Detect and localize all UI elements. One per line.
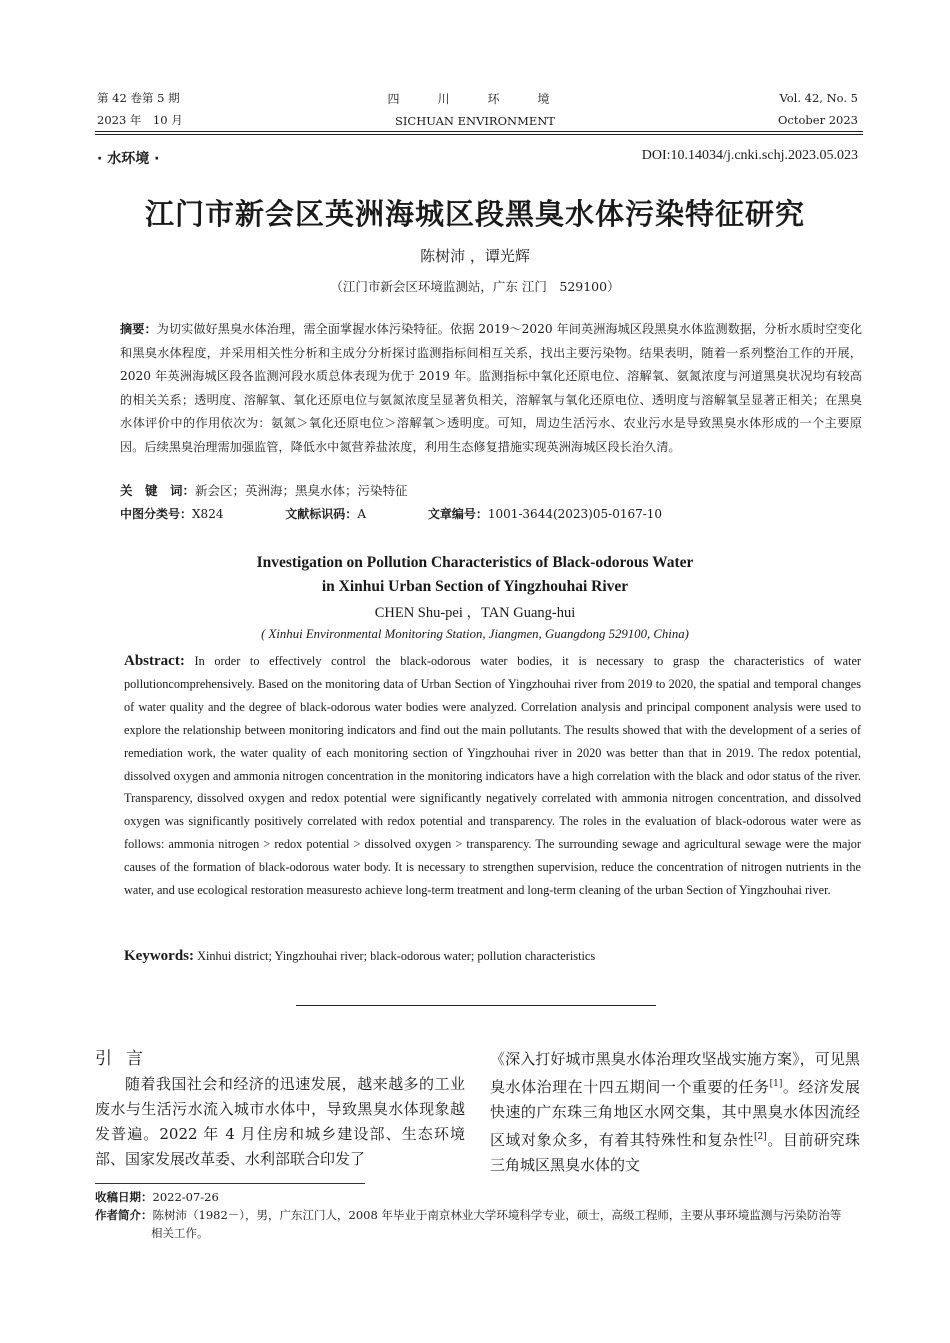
date-cn: 2023 年 10 月	[97, 112, 183, 127]
header-right	[778, 88, 858, 132]
volume-en: Vol. 42, No. 5	[779, 91, 858, 105]
paper-title-cn: 江门市新会区英洲海城区段黑臭水体污染特征研究	[144, 197, 805, 231]
document-code: 文献标识码：A	[285, 507, 366, 521]
keywords-cn-label: 关 键 词：	[120, 483, 196, 498]
intro-text-right-a: 《深入打好城市黑臭水体治理攻坚战实施方案》，可见黑臭水体治理在十四五期间一个重要的任务	[490, 1050, 860, 1096]
journal-name-cn: 四 川 环 境	[387, 92, 563, 106]
keywords-cn	[120, 481, 408, 499]
section-heading-intro: 引言	[95, 1049, 157, 1069]
authors-cn: 陈树沛 ，谭光辉	[420, 247, 530, 265]
body-column-right	[490, 1047, 860, 1178]
keywords-en-label: Keywords	[124, 948, 189, 964]
abstract-separator	[296, 1005, 656, 1006]
classification-row	[120, 505, 720, 522]
header-rule-bottom	[95, 134, 863, 135]
received-date: 收稿日期：2022-07-26	[95, 1190, 219, 1204]
footnote	[95, 1188, 865, 1242]
intro-paragraph-left: 随着我国社会和经济的迅速发展，越来越多的工业废水与生活污水流入城市水体中，导致黑臭水体现象越发普遍。2022 年 4 月住房和城乡建设部、生态环境部、国家发展改革委、水利部联合印发了	[95, 1075, 465, 1168]
citation-2[interactable]: [2]	[754, 1132, 767, 1142]
body-column-left	[95, 1047, 465, 1172]
citation-1[interactable]: [1]	[769, 1079, 783, 1089]
abstract-cn-text: 为切实做好黑臭水体治理，需全面掌握水体污染特征。依据 2019～2020 年间英洲海城区段黑臭水体监测数据，分析水质时空变化和黑臭水体程度，并采用相关性分析和主成分分析探讨监测指标间相互关系，找出主要污染物。结果表明，随着一系列整治工作的开展，2020 年英洲海城区段各监测河段水质总体表现为优于 2019 年。监测指标中氧化还原电位、溶解氧、氨氮浓度与河道黑臭状况均有较高的相关关系；透明度、溶解氧、氧化还原电位与氨氮浓度呈显著负相关，溶解氧与氧化还原电位、透明度与溶解氧呈显著正相关；在黑臭水体评价中的作用依次为：氨氮＞氧化还原电位＞溶解氧＞透明度。可知，周边生活污水、农业污水是导致黑臭水体形成的一个主要原因。后续黑臭治理需加强监管，降低水中氮营养盐浓度，利用生态修复措施实现英洲海城区段长治久清。	[120, 322, 863, 454]
keywords-en-text: Xinhui district; Yingzhouhai river; black-odorous water; pollution characteristics	[197, 949, 596, 963]
keywords-cn-text: 新会区；英洲海；黑臭水体；污染特征	[195, 483, 408, 498]
header-rule-top	[95, 131, 863, 132]
keywords-en: Keywords: Xinhui district; Yingzhouhai river; black-odorous water; pollution characteristics	[124, 948, 596, 964]
abstract-en: Abstract: In order to effectively control the black-odorous water bodies, it is necessary to grasp the characteristics of water pollutioncomprehensively. Based on the monitoring data of Urban Section of Yingzhouhai river from 2019 to 2020, the spatial and temporal changes of water quality and the degree of black-odorous water bodies were analyzed. Correlation analysis and principal component analysis were used to explore the relationship between monitoring indicators and find out the main pollutants. The results showed that with the development of a series of remediation work, the water quality of each monitoring section of Yingzhouhai river in 2020 was better than that in 2019. The redox potential, dissolved oxygen and ammonia nitrogen concentration in the monitoring indicators have a high correlation with the black and odor status of the river. Transparency, dissolved oxygen and redox potential were significantly negatively correlated with ammonia nitrogen concentration, and dissolved oxygen was significantly positively correlated with redox potential and transparency. The roles in the evaluation of black-odorous water were as follows: ammonia nitrogen > redox potential > dissolved oxygen > transparency. The surrounding sewage and agricultural sewage were the major causes of the formation of black-odorous water body. It is necessary to strengthen supervision, reduce the concentration of nitrogen nutrients in the water, and use ecological restoration measuresto achieve long-term treatment and long-term cleaning of the urban Section of Yingzhouhai river.	[124, 653, 861, 898]
paper-title-en-line2: in Xinhui Urban Section of Yingzhouhai River	[321, 578, 629, 595]
article-number: 文章编号：1001-3644(2023)05-0167-10	[427, 507, 663, 521]
clc-number: 中图分类号：X824	[120, 507, 224, 521]
author-bio: 作者简介：陈树沛（1982－），男，广东江门人，2008 年毕业于南京林业大学环境科学专业，硕士，高级工程师，主要从事环境监测与污染防治等	[95, 1208, 842, 1222]
footnote-rule	[95, 1183, 365, 1184]
section-label: · 水环境 ·	[97, 151, 160, 167]
paper-title-en	[0, 551, 950, 599]
intro-text-right-c: 。目前研究珠三角城区黑臭水体的文	[490, 1131, 860, 1174]
abstract-en-text: In order to effectively control the black-odorous water bodies, it is necessary to grasp the characteristics of water pollutioncomprehensively. Based on the monitoring data of Urban Section of Yingzhouhai river from 2019 to 2020, the spatial and temporal changes of water quality and the degree of black-odorous water bodies were analyzed. Correlation analysis and principal component analysis were used to explore the relationship between monitoring indicators and find out the main pollutants. The results showed that with the development of a series of remediation work, the water quality of each monitoring section of Yingzhouhai river in 2020 was better than that in 2019. The redox potential, dissolved oxygen and ammonia nitrogen concentration in the monitoring indicators have a high correlation with the black and odor status of the river. Transparency, dissolved oxygen and redox potential were significantly negatively correlated with ammonia nitrogen concentration, and dissolved oxygen was significantly positively correlated with redox potential and transparency. The roles in the evaluation of black-odorous water were as follows: ammonia nitrogen > redox potential > dissolved oxygen > transparency. The surrounding sewage and agricultural sewage were the major causes of the formation of black-odorous water body. It is necessary to strengthen supervision, reduce the concentration of nitrogen nutrients in the water, and use ecological restoration measuresto achieve long-term treatment and long-term cleaning of the urban Section of Yingzhouhai river.	[124, 654, 861, 898]
authors-en: CHEN Shu-pei ，TAN Guang-hui	[374, 605, 576, 621]
abstract-cn-label: 摘要：	[120, 322, 157, 336]
paper-title-en-line1: Investigation on Pollution Characteristics of Black-odorous Water	[256, 554, 694, 571]
journal-name-en: SICHUAN ENVIRONMENT	[395, 113, 555, 128]
abstract-cn	[120, 318, 862, 460]
affiliation-cn: （江门市新会区环境监测站，广东 江门 529100）	[330, 279, 620, 294]
volume-cn: 第 42 卷第 5 期	[97, 91, 180, 105]
date-en: October 2023	[777, 112, 858, 127]
author-bio-continued: 相关工作。	[151, 1226, 209, 1240]
intro-text-right-b: 。经济发展快速的广东珠三角地区水网交集，其中黑臭水体因流经区域对象众多，有着其特殊性和复杂性	[490, 1078, 860, 1149]
abstract-en-label: Abstract	[124, 653, 180, 669]
doi[interactable]: DOI:10.14034/j.cnki.schj.2023.05.023	[641, 148, 858, 163]
affiliation-en: ( Xinhui Environmental Monitoring Station, Jiangmen, Guangdong 529100, China)	[261, 627, 689, 641]
